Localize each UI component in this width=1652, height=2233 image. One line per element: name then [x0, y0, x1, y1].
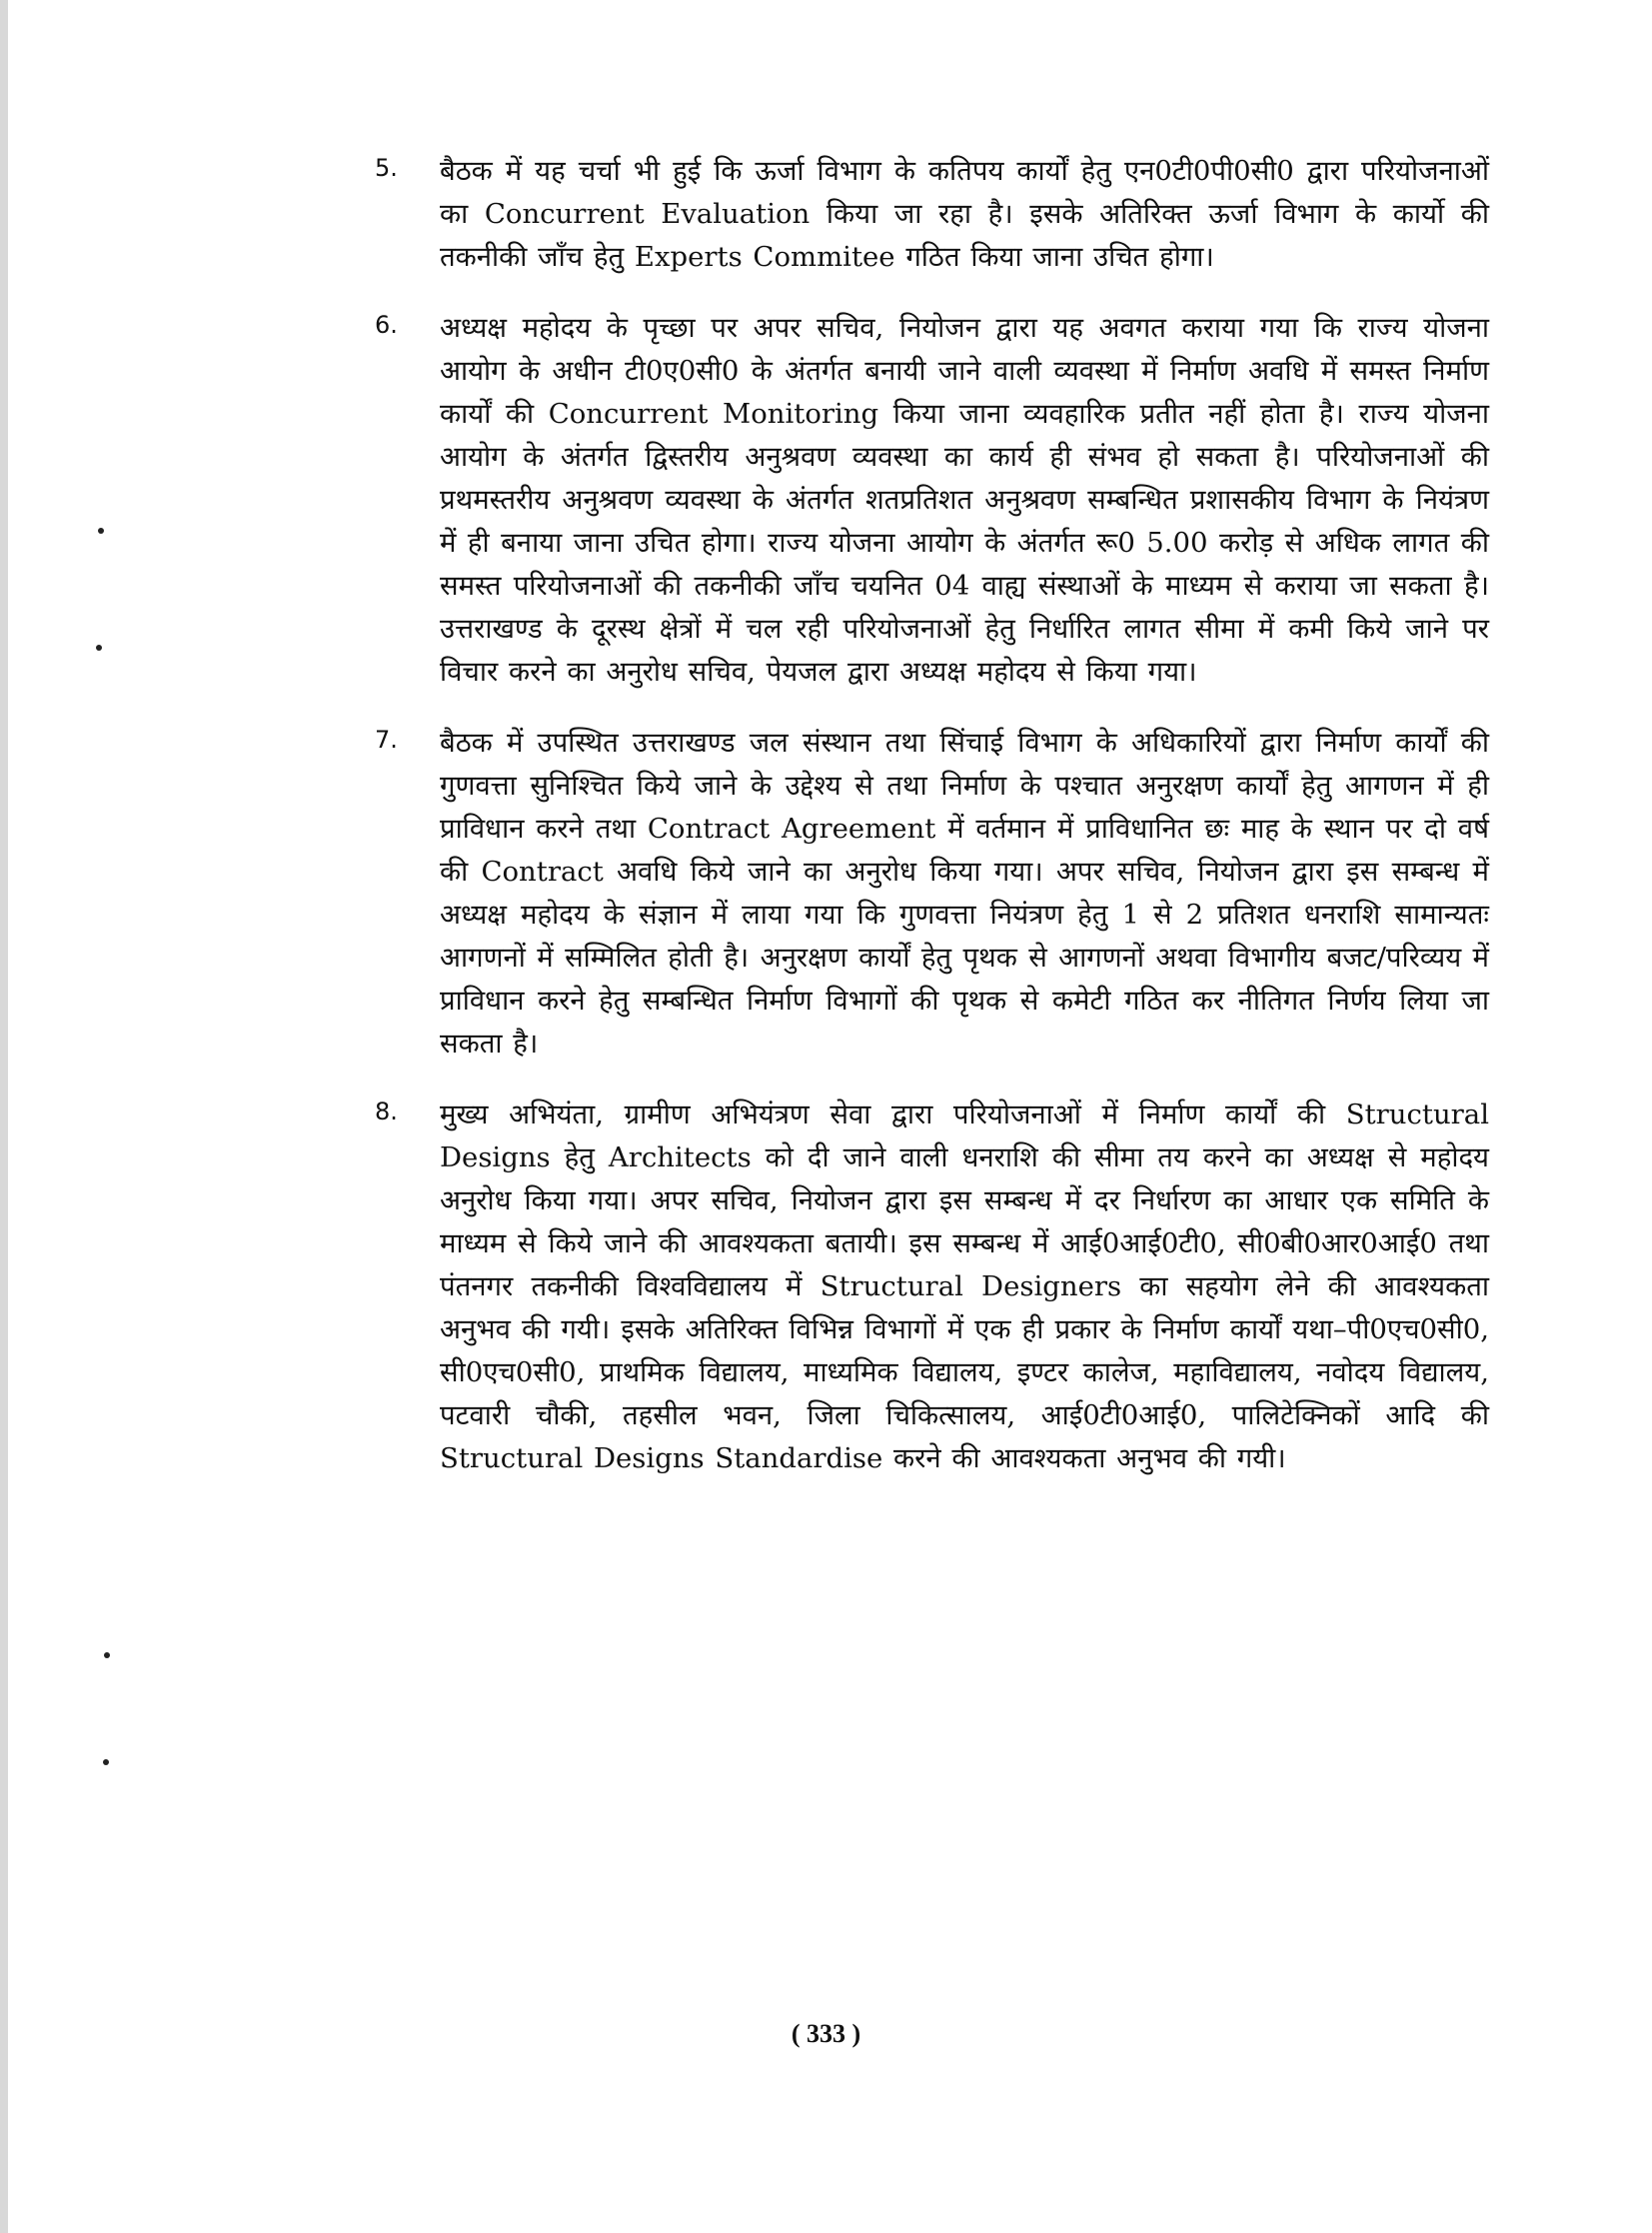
scan-speck [98, 528, 104, 534]
paragraph-text: बैठक में यह चर्चा भी हुई कि ऊर्जा विभाग के कतिपय कार्यों हेतु एन0टी0पी0सी0 द्वारा परियोजनाओं का Concurrent Evaluation किया जा रहा है। इसके अतिरिक्त ऊर्जा विभाग के कार्यो की तकनीकी जाँच हेतु Experts Commitee गठित किया जाना उचित होगा। [440, 155, 1489, 273]
paragraph-number: 6. [375, 311, 398, 339]
paragraph-5 [365, 150, 1489, 279]
paragraph-7 [365, 722, 1489, 1066]
paragraph-number: 7. [375, 726, 398, 754]
document-body [365, 150, 1489, 1508]
page-number: ( 333 ) [791, 2019, 861, 2048]
paragraph-number: 8. [375, 1098, 398, 1125]
scan-page-edge [0, 0, 8, 2233]
scan-speck [104, 1652, 110, 1658]
scan-speck [96, 645, 102, 651]
paragraph-6 [365, 307, 1489, 694]
scan-speck [103, 1759, 109, 1765]
paragraph-number: 5. [375, 154, 398, 182]
paragraph-text: बैठक में उपस्थित उत्तराखण्ड जल संस्थान तथा सिंचाई विभाग के अधिकारियों द्वारा निर्माण कार्यों की गुणवत्ता सुनिश्चित किये जाने के उद्देश्य से तथा निर्माण के पश्चात अनुरक्षण कार्यों हेतु आगणन में ही प्राविधान करने तथा Contract Agreement में वर्तमान में प्राविधानित छः माह के स्थान पर दो वर्ष की Contract अवधि किये जाने का अनुरोध किया गया। अपर सचिव, नियोजन द्वारा इस सम्बन्ध में अध्यक्ष महोदय के संज्ञान में लाया गया कि गुणवत्ता नियंत्रण हेतु 1 से 2 प्रतिशत धनराशि सामान्यतः आगणनों में सम्मिलित होती है। अनुरक्षण कार्यों हेतु पृथक से आगणनों अथवा विभागीय बजट/परिव्यय में प्राविधान करने हेतु सम्बन्धित निर्माण विभागों की पृथक से कमेटी गठित कर नीतिगत निर्णय लिया जा सकता है। [440, 727, 1489, 1060]
paragraph-text: मुख्य अभियंता, ग्रामीण अभियंत्रण सेवा द्वारा परियोजनाओं में निर्माण कार्यों की Structural Designs हेतु Architects को दी जाने वाली धनराशि की सीमा तय करने का अध्यक्ष से महोदय अनुरोध किया गया। अपर सचिव, नियोजन द्वारा इस सम्बन्ध में दर निर्धारण का आधार एक समिति के माध्यम से किये जाने की आवश्यकता बतायी। इस सम्बन्ध में आई0आई0टी0, सी0बी0आर0आई0 तथा पंतनगर तकनीकी विश्वविद्यालय में Structural Designers का सहयोग लेने की आवश्यकता अनुभव की गयी। इसके अतिरिक्त विभिन्न विभागों में एक ही प्रकार के निर्माण कार्यों यथा–पी0एच0सी0, सी0एच0सी0, प्राथमिक विद्यालय, माध्यमिक विद्यालय, इण्टर कालेज, महाविद्यालय, नवोदय विद्यालय, पटवारी चौकी, तहसील भवन, जिला चिकित्सालय, आई0टी0आई0, पालिटेक्निकों आदि की Structural Designs Standardise करने की आवश्यकता अनुभव की गयी। [440, 1099, 1490, 1474]
paragraph-8 [365, 1094, 1489, 1480]
paragraph-text: अध्यक्ष महोदय के पृच्छा पर अपर सचिव, नियोजन द्वारा यह अवगत कराया गया कि राज्य योजना आयोग के अधीन टी0ए0सी0 के अंतर्गत बनायी जाने वाली व्यवस्था में निर्माण अवधि में समस्त निर्माण कार्यों की Concurrent Monitoring किया जाना व्यवहारिक प्रतीत नहीं होता है। राज्य योजना आयोग के अंतर्गत द्विस्तरीय अनुश्रवण व्यवस्था का कार्य ही संभव हो सकता है। परियोजनाओं की प्रथमस्तरीय अनुश्रवण व्यवस्था के अंतर्गत शतप्रतिशत अनुश्रवण सम्बन्धित प्रशासकीय विभाग के नियंत्रण में ही बनाया जाना उचित होगा। राज्य योजना आयोग के अंतर्गत रू0 5.00 करोड़ से अधिक लागत की समस्त परियोजनाओं की तकनीकी जाँच चयनित 04 वाह्य संस्थाओं के माध्यम से कराया जा सकता है। उत्तराखण्ड के दूरस्थ क्षेत्रों में चल रही परियोजनाओं हेतु निर्धारित लागत सीमा में कमी किये जाने पर विचार करने का अनुरोध सचिव, पेयजल द्वारा अध्यक्ष महोदय से किया गया। [440, 312, 1489, 688]
